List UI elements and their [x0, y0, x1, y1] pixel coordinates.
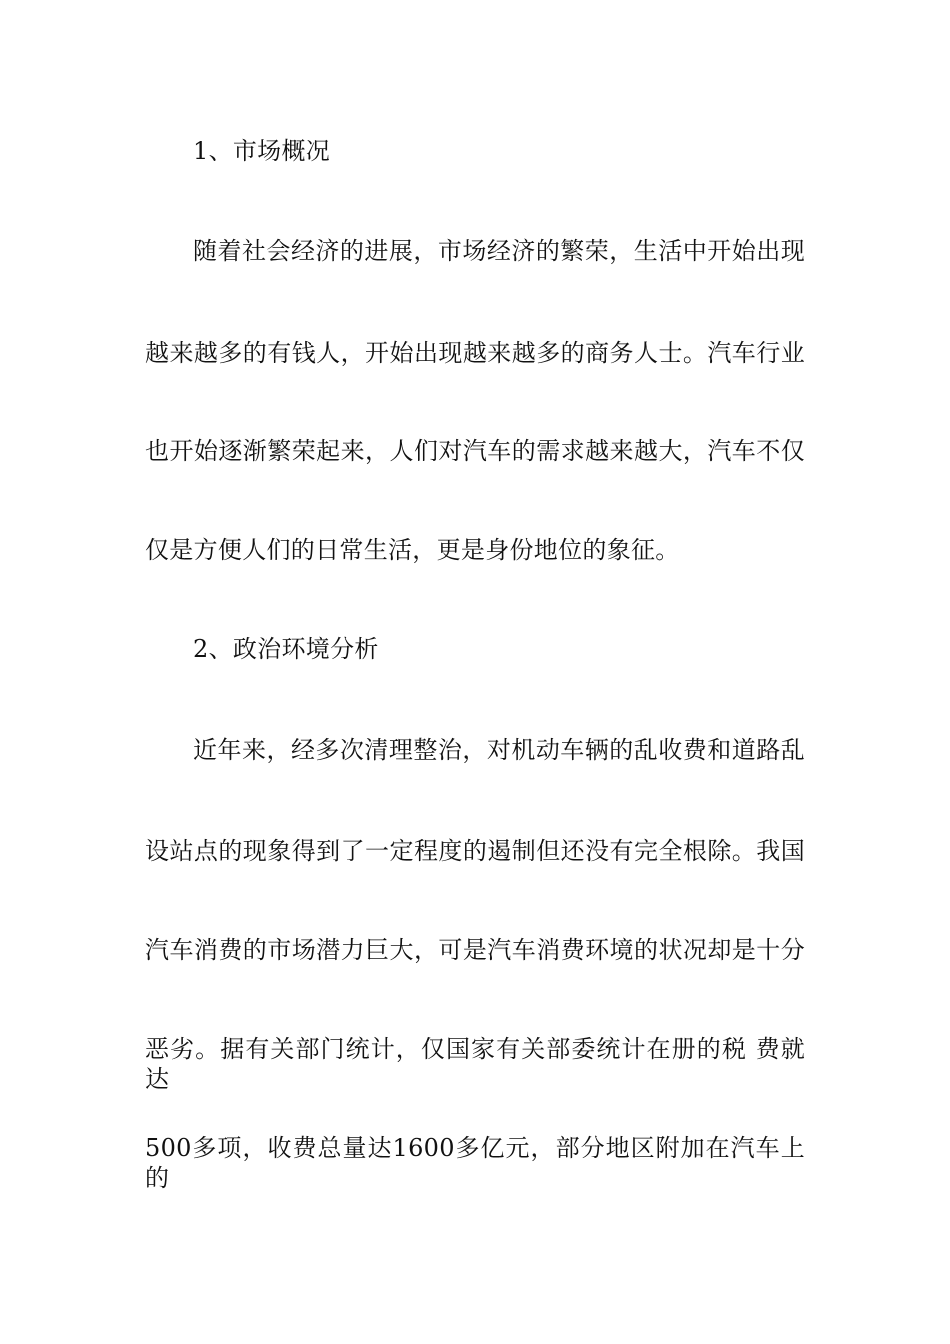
section-heading-market-overview: 1、市场概况 — [193, 137, 331, 165]
paragraph-line: 也开始逐渐繁荣起来，人们对汽车的需求越来越大，汽车不仅 — [145, 437, 805, 465]
paragraph-line: 近年来，经多次清理整治，对机动车辆的乱收费和道路乱 — [193, 736, 805, 764]
paragraph-line: 500多项，收费总量达1600多亿元，部分地区附加在汽车上的 — [145, 1134, 805, 1192]
section-heading-political-environment: 2、政治环境分析 — [193, 635, 379, 663]
paragraph-line: 越来越多的有钱人，开始出现越来越多的商务人士。汽车行业 — [145, 339, 805, 367]
paragraph-line: 设站点的现象得到了一定程度的遏制但还没有完全根除。我国 — [145, 837, 805, 865]
paragraph-line: 随着社会经济的进展，市场经济的繁荣，生活中开始出现 — [193, 237, 805, 265]
paragraph-line: 恶劣。据有关部门统计，仅国家有关部委统计在册的税 费就达 — [145, 1035, 805, 1093]
paragraph-line: 汽车消费的市场潜力巨大，可是汽车消费环境的状况却是十分 — [145, 936, 805, 964]
paragraph-line: 仅是方便人们的日常生活，更是身份地位的象征。 — [145, 536, 680, 564]
